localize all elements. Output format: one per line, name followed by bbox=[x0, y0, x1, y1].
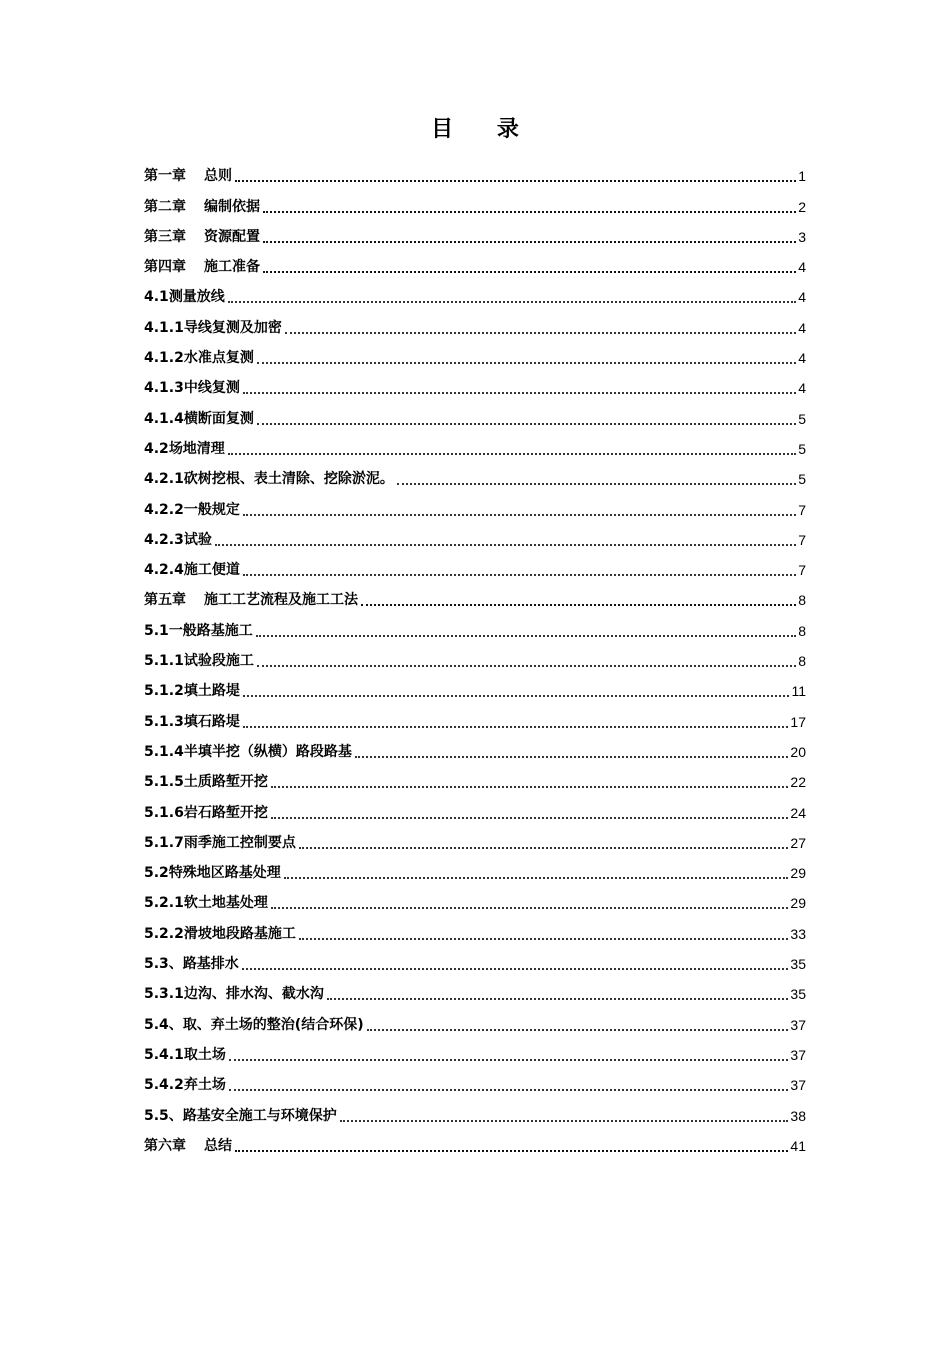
dot-leader bbox=[257, 362, 796, 364]
toc-entry-number: 第四章 bbox=[144, 259, 186, 276]
toc-entry-title: 编制依据 bbox=[204, 198, 260, 215]
toc-entry[interactable] bbox=[144, 979, 806, 1009]
toc-entry-page-number: 3 bbox=[798, 228, 806, 245]
toc-entry-title: 施工便道 bbox=[183, 562, 240, 579]
toc-entry-title: 取土场 bbox=[183, 1046, 226, 1063]
toc-entry-page-number: 38 bbox=[790, 1107, 806, 1124]
toc-entry[interactable] bbox=[144, 525, 806, 555]
dot-leader bbox=[229, 1059, 789, 1061]
toc-entry[interactable] bbox=[144, 585, 806, 615]
toc-entry-number: 5.1.3 bbox=[144, 713, 184, 730]
toc-entry-page-number: 24 bbox=[790, 804, 806, 821]
toc-entry[interactable] bbox=[144, 191, 806, 221]
toc-entry-page-number: 29 bbox=[790, 895, 806, 912]
toc-entry-title: 取、弃土场的整治(结合环保) bbox=[182, 1016, 364, 1033]
dot-leader bbox=[355, 756, 789, 758]
dot-leader bbox=[228, 301, 796, 303]
toc-entry-number: 4.1.2 bbox=[144, 350, 184, 367]
dot-leader bbox=[235, 1150, 788, 1152]
dot-leader bbox=[256, 635, 796, 637]
dot-leader bbox=[257, 423, 796, 425]
toc-entry-number: 5.1 bbox=[144, 622, 169, 639]
toc-entry[interactable] bbox=[144, 1009, 806, 1039]
toc-entry-number: 5.4.1 bbox=[144, 1046, 184, 1063]
toc-entry-page-number: 4 bbox=[798, 289, 806, 306]
toc-entry-number: 4.1.1 bbox=[144, 319, 184, 336]
toc-entry-title: 试验段施工 bbox=[183, 653, 254, 670]
toc-entry[interactable] bbox=[144, 737, 806, 767]
toc-entry-page-number: 8 bbox=[798, 653, 806, 670]
toc-entry-page-number: 20 bbox=[790, 743, 806, 760]
dot-leader bbox=[263, 271, 796, 273]
toc-entry-number: 4.1.4 bbox=[144, 410, 184, 427]
dot-leader bbox=[243, 514, 796, 516]
toc-entry[interactable] bbox=[144, 949, 806, 979]
toc-entry[interactable] bbox=[144, 888, 806, 918]
toc-entry[interactable] bbox=[144, 797, 806, 827]
toc-entry[interactable] bbox=[144, 828, 806, 858]
toc-entry-page-number: 5 bbox=[798, 440, 806, 457]
toc-entry-title: 总则 bbox=[204, 168, 232, 185]
toc-entry-title: 场地清理 bbox=[168, 440, 225, 457]
toc-entry-number: 5.2.2 bbox=[144, 925, 184, 942]
toc-entry-number: 4.1 bbox=[144, 289, 169, 306]
toc-entry-title: 一般路基施工 bbox=[168, 622, 253, 639]
dot-leader bbox=[215, 544, 796, 546]
toc-entry-number: 5.3、 bbox=[144, 956, 183, 973]
toc-entry-number: 5.5、 bbox=[144, 1107, 183, 1124]
toc-entry[interactable] bbox=[144, 858, 806, 888]
dot-leader bbox=[327, 998, 789, 1000]
toc-entry-title: 横断面复测 bbox=[183, 410, 254, 427]
dot-leader bbox=[397, 483, 796, 485]
toc-entry-title: 填土路堤 bbox=[183, 683, 240, 700]
toc-entry-number: 第六章 bbox=[144, 1137, 186, 1154]
toc-entry-title: 中线复测 bbox=[183, 380, 240, 397]
toc-entry-page-number: 33 bbox=[790, 925, 806, 942]
toc-entry[interactable] bbox=[144, 403, 806, 433]
toc-entry[interactable] bbox=[144, 434, 806, 464]
toc-entry[interactable] bbox=[144, 252, 806, 282]
toc-entry-page-number: 4 bbox=[798, 350, 806, 367]
toc-entry-page-number: 8 bbox=[798, 592, 806, 609]
toc-entry-page-number: 27 bbox=[790, 834, 806, 851]
dot-leader bbox=[271, 786, 789, 788]
toc-entry-number: 5.1.6 bbox=[144, 804, 184, 821]
dot-leader bbox=[229, 1089, 789, 1091]
dot-leader bbox=[243, 726, 789, 728]
toc-entry-title: 导线复测及加密 bbox=[183, 319, 282, 336]
toc-entry[interactable] bbox=[144, 706, 806, 736]
dot-leader bbox=[284, 877, 789, 879]
toc-entry-title: 滑坡地段路基施工 bbox=[183, 925, 296, 942]
toc-entry-title: 总结 bbox=[204, 1137, 232, 1154]
toc-entry-page-number: 22 bbox=[790, 774, 806, 791]
toc-entry[interactable] bbox=[144, 161, 806, 191]
toc-entry[interactable] bbox=[144, 312, 806, 342]
dot-leader bbox=[242, 968, 789, 970]
toc-entry-page-number: 4 bbox=[798, 380, 806, 397]
toc-entry-page-number: 4 bbox=[798, 259, 806, 276]
toc-entry-number: 5.1.1 bbox=[144, 653, 184, 670]
dot-leader bbox=[235, 180, 796, 182]
toc-entry-title: 施工准备 bbox=[204, 259, 260, 276]
toc-entry-number: 5.1.5 bbox=[144, 774, 184, 791]
toc-entry-number: 5.4.2 bbox=[144, 1077, 184, 1094]
toc-entry-title: 施工工艺流程及施工工法 bbox=[204, 592, 358, 609]
toc-entry-number: 5.1.2 bbox=[144, 683, 184, 700]
toc-entry-page-number: 4 bbox=[798, 319, 806, 336]
toc-entry[interactable] bbox=[144, 646, 806, 676]
toc-entry-page-number: 1 bbox=[798, 168, 806, 185]
toc-entry-page-number: 35 bbox=[790, 956, 806, 973]
toc-entry[interactable] bbox=[144, 767, 806, 797]
toc-entry-number: 4.2 bbox=[144, 440, 169, 457]
toc-entry-number: 第一章 bbox=[144, 168, 186, 185]
toc-entry-number: 4.2.1 bbox=[144, 471, 184, 488]
toc-entry[interactable] bbox=[144, 615, 806, 645]
toc-entry[interactable] bbox=[144, 918, 806, 948]
toc-entry[interactable] bbox=[144, 1070, 806, 1100]
toc-entry[interactable] bbox=[144, 464, 806, 494]
toc-entry-page-number: 7 bbox=[798, 501, 806, 518]
toc-entry-number: 第三章 bbox=[144, 228, 186, 245]
dot-leader bbox=[299, 847, 789, 849]
toc-entry-page-number: 37 bbox=[790, 1016, 806, 1033]
dot-leader bbox=[257, 665, 796, 667]
dot-leader bbox=[243, 695, 790, 697]
toc-entry[interactable] bbox=[144, 1100, 806, 1130]
toc-entry[interactable] bbox=[144, 282, 806, 312]
dot-leader bbox=[361, 604, 796, 606]
toc-entry-number: 4.2.4 bbox=[144, 562, 184, 579]
dot-leader bbox=[228, 453, 796, 455]
dot-leader bbox=[243, 574, 796, 576]
toc-entry-page-number: 17 bbox=[790, 713, 806, 730]
toc-entry-title: 路基安全施工与环境保护 bbox=[182, 1107, 337, 1124]
toc-entry-page-number: 35 bbox=[790, 986, 806, 1003]
toc-entry[interactable] bbox=[144, 373, 806, 403]
table-of-contents bbox=[144, 161, 806, 1161]
toc-entry-number: 4.1.3 bbox=[144, 380, 184, 397]
toc-entry-title: 边沟、排水沟、截水沟 bbox=[183, 986, 324, 1003]
dot-leader bbox=[263, 241, 796, 243]
toc-entry-number: 5.2.1 bbox=[144, 895, 184, 912]
toc-entry-title: 填石路堤 bbox=[183, 713, 240, 730]
toc-entry-page-number: 5 bbox=[798, 471, 806, 488]
dot-leader bbox=[271, 817, 789, 819]
toc-entry-title: 弃土场 bbox=[183, 1077, 226, 1094]
toc-entry-number: 5.4、 bbox=[144, 1016, 183, 1033]
toc-entry-title: 岩石路堑开挖 bbox=[183, 804, 268, 821]
dot-leader bbox=[285, 332, 796, 334]
toc-entry-number: 第二章 bbox=[144, 198, 186, 215]
toc-entry[interactable] bbox=[144, 555, 806, 585]
toc-entry-page-number: 41 bbox=[790, 1137, 806, 1154]
toc-entry-page-number: 2 bbox=[798, 198, 806, 215]
toc-entry-title: 路基排水 bbox=[182, 956, 239, 973]
toc-entry[interactable] bbox=[144, 494, 806, 524]
toc-entry-title: 水准点复测 bbox=[183, 350, 254, 367]
toc-entry-number: 5.1.7 bbox=[144, 834, 184, 851]
dot-leader bbox=[299, 938, 789, 940]
dot-leader bbox=[243, 392, 796, 394]
toc-entry[interactable] bbox=[144, 343, 806, 373]
toc-entry-page-number: 37 bbox=[790, 1077, 806, 1094]
dot-leader bbox=[367, 1029, 789, 1031]
toc-entry-title: 特殊地区路基处理 bbox=[168, 865, 281, 882]
toc-entry-page-number: 7 bbox=[798, 562, 806, 579]
toc-entry-title: 砍树挖根、表土清除、挖除淤泥。 bbox=[183, 471, 394, 488]
toc-entry-title: 土质路堑开挖 bbox=[183, 774, 268, 791]
toc-entry-title: 半填半挖（纵横）路段路基 bbox=[183, 743, 352, 760]
toc-entry-page-number: 7 bbox=[798, 531, 806, 548]
toc-entry-title: 测量放线 bbox=[168, 289, 225, 306]
dot-leader bbox=[263, 211, 796, 213]
toc-entry-title: 资源配置 bbox=[204, 228, 260, 245]
toc-entry-number: 5.3.1 bbox=[144, 986, 184, 1003]
toc-entry-page-number: 11 bbox=[791, 683, 806, 700]
toc-entry[interactable] bbox=[144, 1131, 806, 1161]
dot-leader bbox=[340, 1120, 789, 1122]
toc-entry-number: 5.1.4 bbox=[144, 743, 184, 760]
toc-entry-title: 软土地基处理 bbox=[183, 895, 268, 912]
toc-entry[interactable] bbox=[144, 676, 806, 706]
toc-entry[interactable] bbox=[144, 1040, 806, 1070]
toc-entry-page-number: 5 bbox=[798, 410, 806, 427]
toc-entry-title: 一般规定 bbox=[183, 501, 240, 518]
toc-entry-number: 4.2.3 bbox=[144, 531, 184, 548]
dot-leader bbox=[271, 907, 789, 909]
toc-entry-title: 雨季施工控制要点 bbox=[183, 834, 296, 851]
toc-entry-number: 4.2.2 bbox=[144, 501, 184, 518]
toc-entry-page-number: 37 bbox=[790, 1046, 806, 1063]
page-title: 目 录 bbox=[431, 117, 537, 142]
toc-entry[interactable] bbox=[144, 222, 806, 252]
toc-entry-number: 第五章 bbox=[144, 592, 186, 609]
toc-entry-page-number: 29 bbox=[790, 865, 806, 882]
toc-entry-title: 试验 bbox=[183, 531, 212, 548]
toc-entry-number: 5.2 bbox=[144, 865, 169, 882]
toc-entry-page-number: 8 bbox=[798, 622, 806, 639]
